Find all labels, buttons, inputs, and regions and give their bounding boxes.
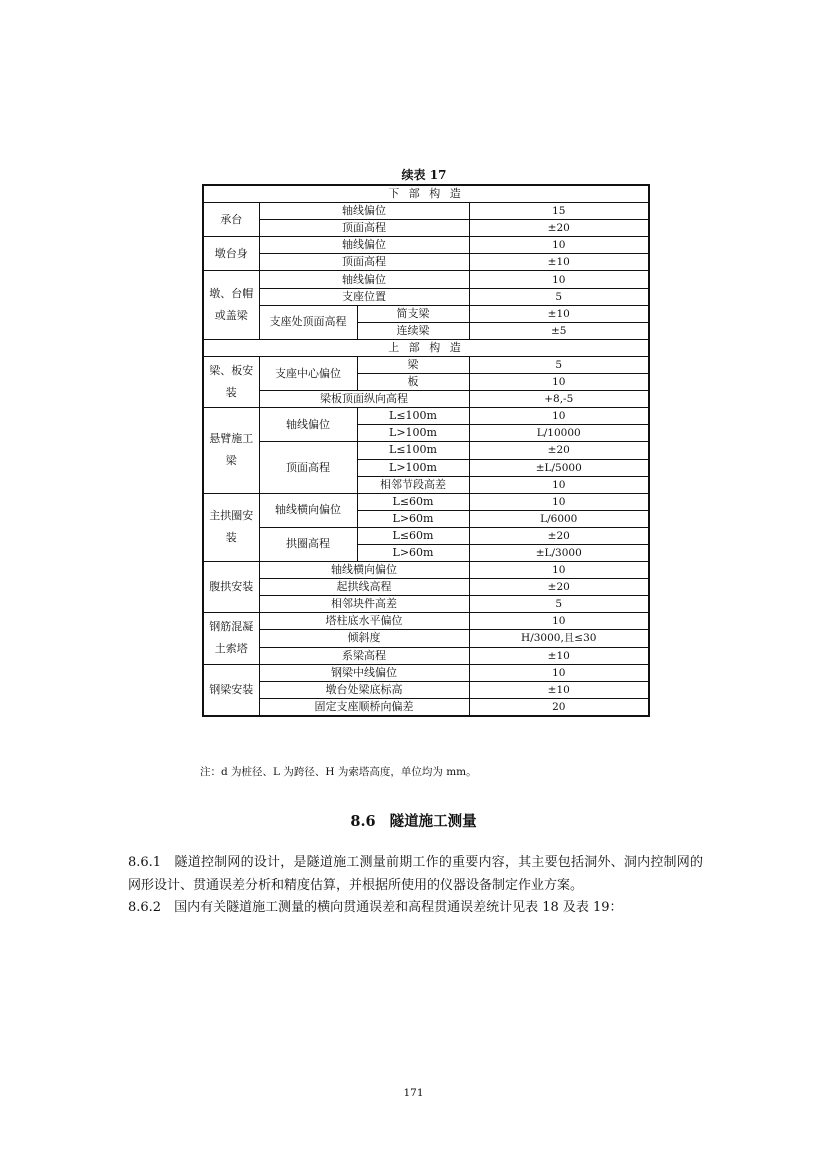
item-label: 支座位置 — [259, 288, 469, 305]
group-label: 腹拱安装 — [203, 562, 259, 613]
table-row — [203, 237, 649, 254]
subgroup-label: 轴线偏位 — [259, 408, 357, 442]
table-row — [203, 630, 649, 647]
page-number: 171 — [403, 1087, 424, 1099]
tolerance-value: ±5 — [469, 322, 649, 339]
item-label: 相邻块件高差 — [259, 596, 469, 613]
tolerance-value: ±10 — [469, 305, 649, 322]
tolerance-value: ±20 — [469, 579, 649, 596]
table-caption: 续表 17 — [401, 168, 447, 182]
group-label: 墩、台帽或盖梁 — [203, 271, 259, 339]
tolerance-value: 10 — [469, 408, 649, 425]
table-row — [203, 527, 649, 544]
group-label: 钢筋混凝土索塔 — [203, 613, 259, 664]
tolerance-value: ±20 — [469, 527, 649, 544]
tolerance-value: 10 — [469, 374, 649, 391]
table-row — [203, 647, 649, 664]
item-label: 起拱线高程 — [259, 579, 469, 596]
item-label: 轴线偏位 — [259, 203, 469, 220]
body-text — [128, 852, 703, 920]
tolerance-value: ±10 — [469, 254, 649, 271]
tolerance-value: 10 — [469, 613, 649, 630]
item-label: 钢梁中线偏位 — [259, 664, 469, 681]
item-label: 相邻节段高差 — [357, 476, 469, 493]
tolerance-value: 5 — [469, 356, 649, 373]
section-number: 8.6 — [350, 813, 376, 830]
item-label: 系梁高程 — [259, 647, 469, 664]
section-heading — [0, 810, 827, 831]
table-row — [203, 288, 649, 305]
table-row — [203, 681, 649, 698]
tolerance-value: ±L/3000 — [469, 544, 649, 561]
item-label: 梁板顶面纵向高程 — [259, 391, 469, 408]
table-row — [203, 203, 649, 220]
tolerance-value: ±10 — [469, 647, 649, 664]
item-label: 墩台处梁底标高 — [259, 681, 469, 698]
item-label: 倾斜度 — [259, 630, 469, 647]
subgroup-label: 支座处顶面高程 — [259, 305, 357, 339]
item-label: L≤60m — [357, 527, 469, 544]
tolerance-value: L/10000 — [469, 425, 649, 442]
tolerance-value: H/3000,且≤30 — [469, 630, 649, 647]
group-label: 梁、板安装 — [203, 356, 259, 407]
item-label: L>100m — [357, 425, 469, 442]
item-label: L≤100m — [357, 442, 469, 459]
tolerance-value: 10 — [469, 493, 649, 510]
section-title: 隧道施工测量 — [389, 813, 477, 830]
item-label: L>60m — [357, 510, 469, 527]
table-row — [203, 493, 649, 510]
item-label: L≤60m — [357, 493, 469, 510]
tolerance-value: 10 — [469, 562, 649, 579]
table-row — [203, 698, 649, 716]
table-row — [203, 356, 649, 373]
table-row — [203, 391, 649, 408]
table-row — [203, 562, 649, 579]
item-label: 轴线横向偏位 — [259, 562, 469, 579]
table-row — [203, 579, 649, 596]
group-label: 承台 — [203, 203, 259, 237]
item-label: 顶面高程 — [259, 220, 469, 237]
tolerance-value: 10 — [469, 237, 649, 254]
item-label: L>60m — [357, 544, 469, 561]
subgroup-label: 顶面高程 — [259, 442, 357, 493]
table-row — [203, 220, 649, 237]
paragraph-8-6-2: 8.6.2 国内有关隧道施工测量的横向贯通误差和高程贯通误差统计见表 18 及表 19： — [128, 900, 623, 915]
table-row — [203, 664, 649, 681]
item-label: 连续梁 — [357, 322, 469, 339]
item-label: 轴线偏位 — [259, 237, 469, 254]
item-label: 塔柱底水平偏位 — [259, 613, 469, 630]
section-header-lower: 下 部 构 造 — [203, 185, 649, 203]
subgroup-label: 拱圈高程 — [259, 527, 357, 561]
group-label: 墩台身 — [203, 237, 259, 271]
tolerance-value: ±20 — [469, 220, 649, 237]
tolerance-value: 10 — [469, 664, 649, 681]
tolerance-value: 5 — [469, 596, 649, 613]
paragraph-8-6-1: 8.6.1 隧道控制网的设计，是隧道施工测量前期工作的重要内容，其主要包括洞外、洞内控制网的网形设计、贯通误差分析和精度估算，并根据所使用的仪器设备制定作业方案。 — [128, 855, 703, 893]
item-label: 固定支座顺桥向偏差 — [259, 698, 469, 716]
item-label: 梁 — [357, 356, 469, 373]
item-label: 轴线偏位 — [259, 271, 469, 288]
table-row — [203, 408, 649, 425]
item-label: 板 — [357, 374, 469, 391]
section-header-upper: 上 部 构 造 — [203, 339, 649, 356]
table-row — [203, 442, 649, 459]
tolerance-value: ±20 — [469, 442, 649, 459]
tolerance-value: 10 — [469, 476, 649, 493]
item-label: 顶面高程 — [259, 254, 469, 271]
table-row — [203, 596, 649, 613]
tolerance-value: ±10 — [469, 681, 649, 698]
table-row — [203, 254, 649, 271]
tolerance-value: L/6000 — [469, 510, 649, 527]
group-label: 钢梁安装 — [203, 664, 259, 716]
item-label: L>100m — [357, 459, 469, 476]
tolerance-value: 10 — [469, 271, 649, 288]
tolerance-value: 5 — [469, 288, 649, 305]
group-label: 主拱圈安装 — [203, 493, 259, 561]
table-row — [203, 305, 649, 322]
table-row — [203, 613, 649, 630]
item-label: L≤100m — [357, 408, 469, 425]
table-note: 注：d 为桩径、L 为跨径、H 为索塔高度，单位均为 mm。 — [200, 766, 477, 778]
table-row — [203, 185, 649, 203]
group-label: 悬臂施工梁 — [203, 408, 259, 493]
item-label: 简支梁 — [357, 305, 469, 322]
table-row — [203, 339, 649, 356]
subgroup-label: 轴线横向偏位 — [259, 493, 357, 527]
tolerance-table — [202, 184, 650, 717]
tolerance-value: ±L/5000 — [469, 459, 649, 476]
tolerance-value: +8,-5 — [469, 391, 649, 408]
tolerance-value: 15 — [469, 203, 649, 220]
tolerance-value: 20 — [469, 698, 649, 716]
table-row — [203, 271, 649, 288]
subgroup-label: 支座中心偏位 — [259, 356, 357, 390]
